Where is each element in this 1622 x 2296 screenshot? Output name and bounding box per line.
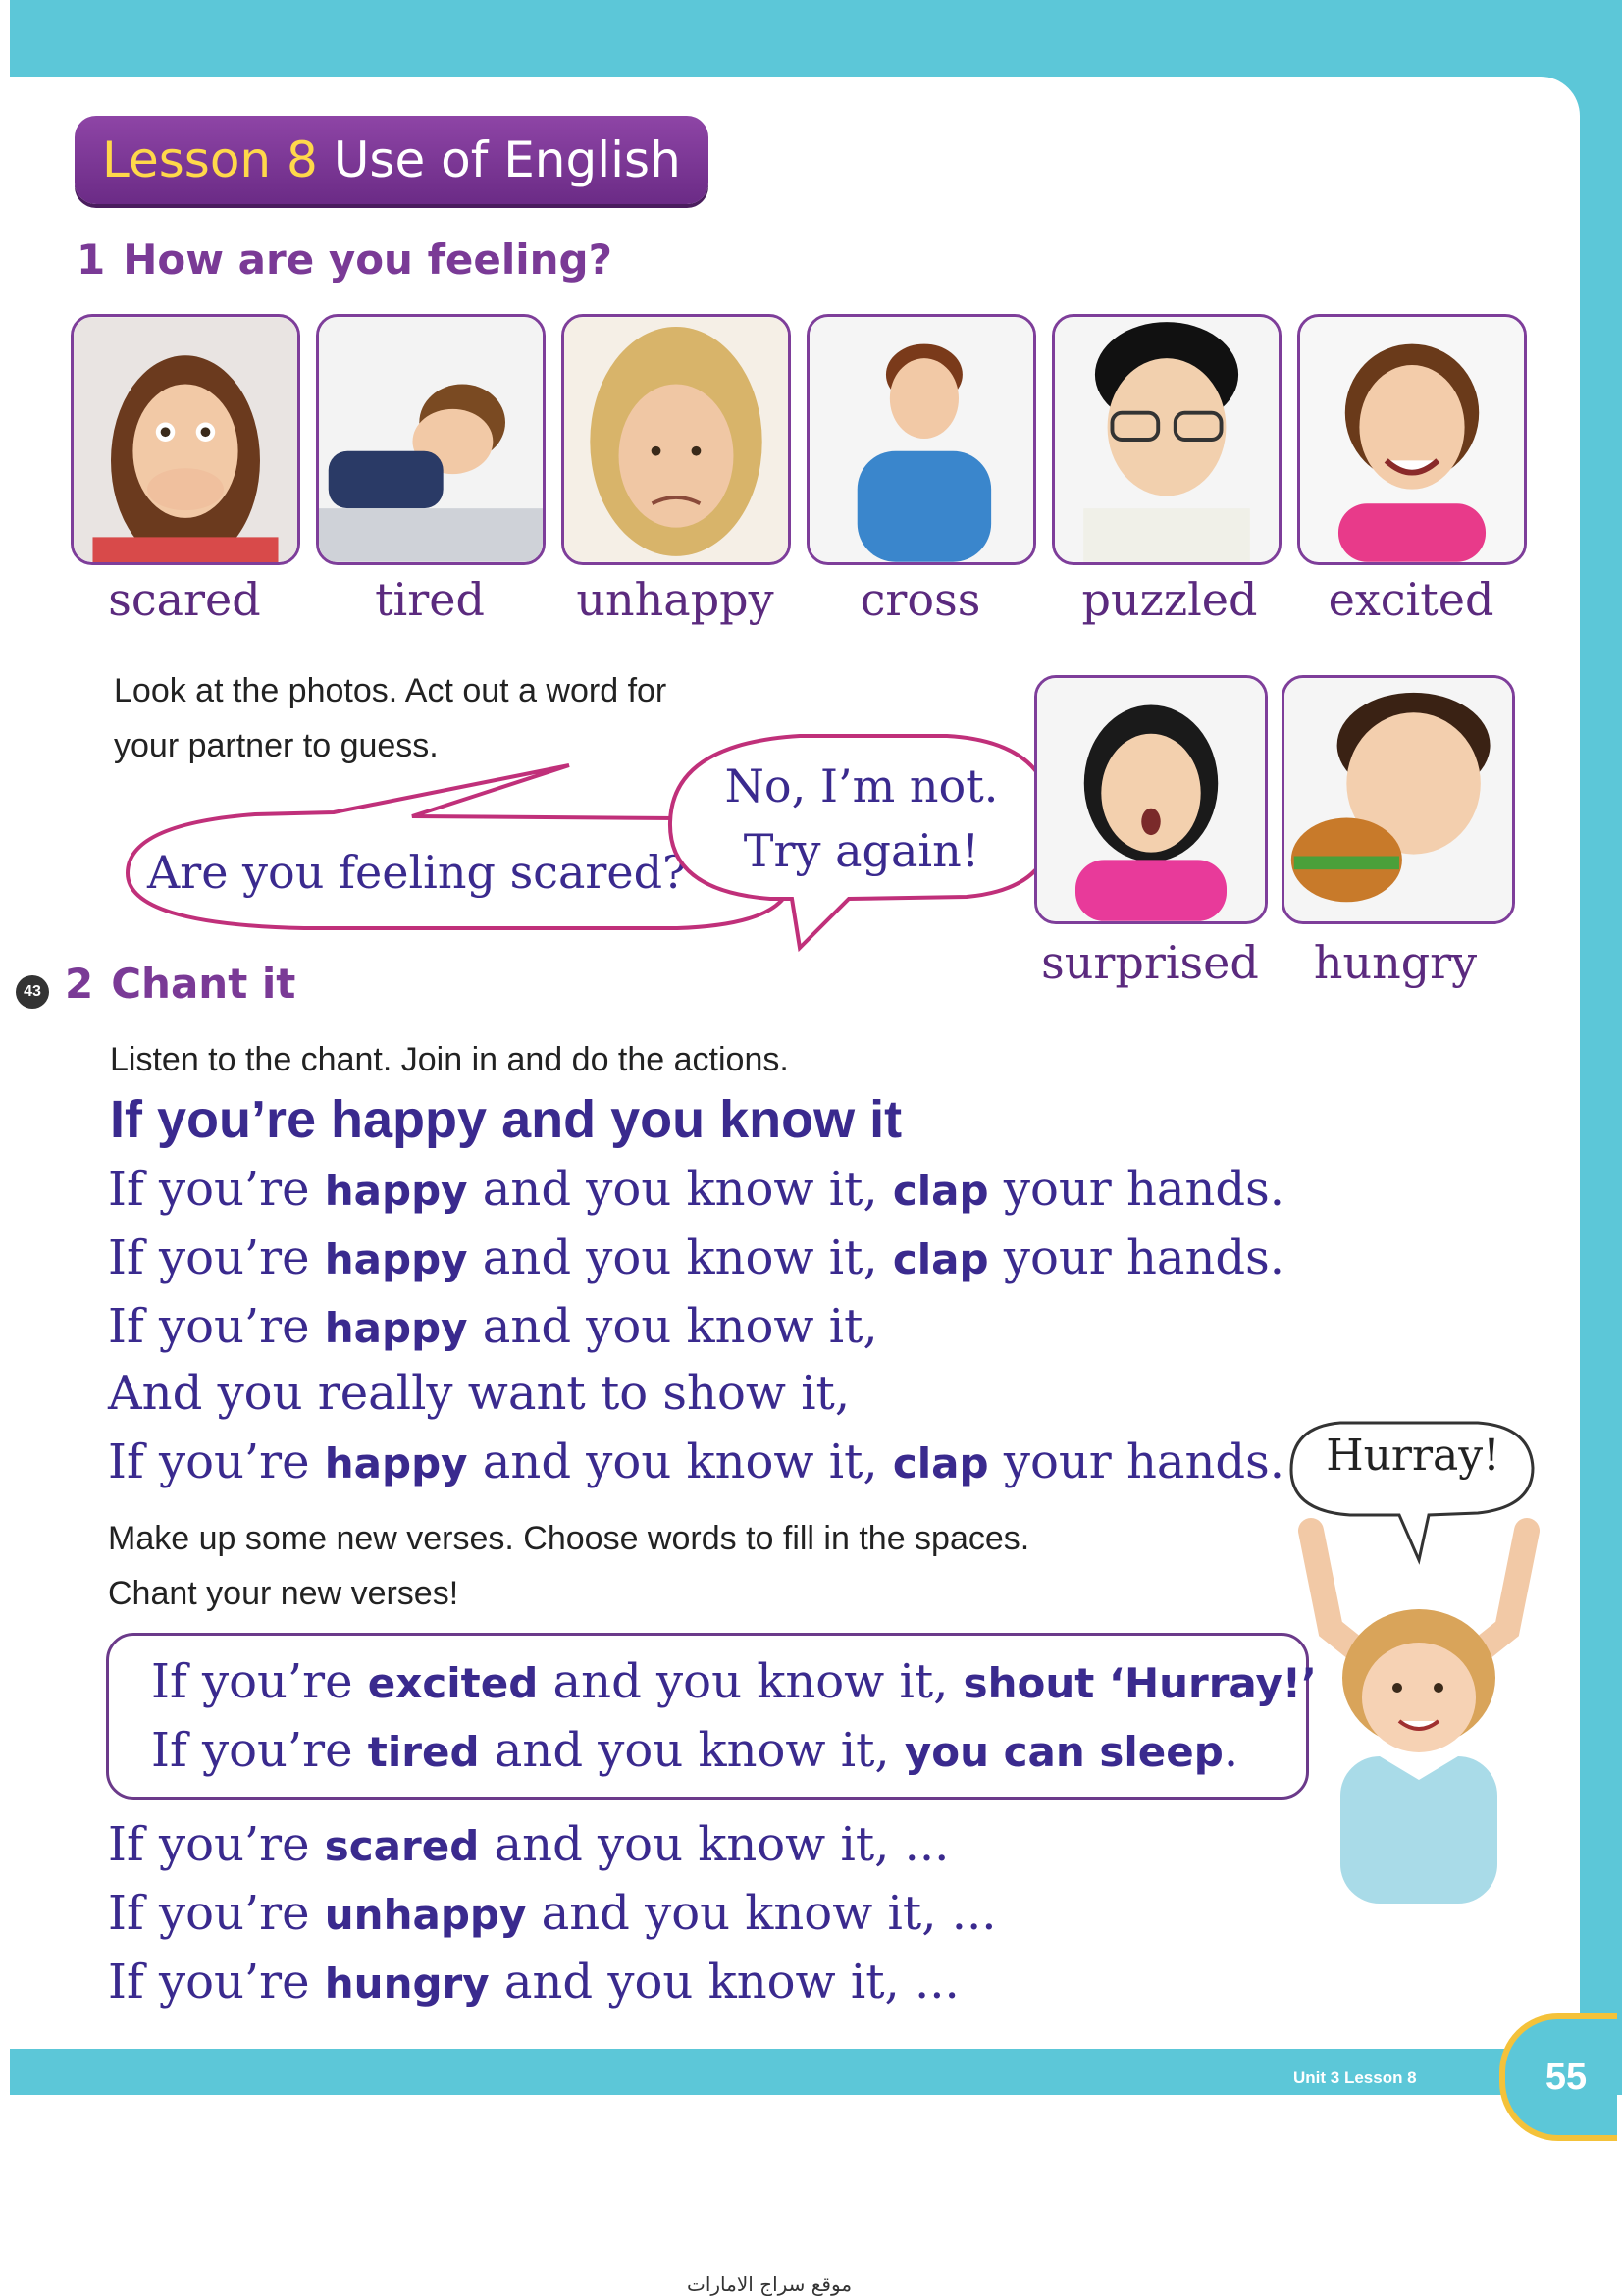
instruction-line-2: your partner to guess.	[114, 727, 439, 764]
chant-title: If you’re happy and you know it	[110, 1090, 903, 1149]
word-puzzled: puzzled	[1081, 573, 1258, 626]
bubble-question-text: Are you feeling scared?	[147, 846, 687, 899]
word-cross: cross	[860, 573, 981, 626]
hurray-text: Hurray!	[1326, 1431, 1500, 1481]
prompt-line: If you’re hungry and you know it, ...	[108, 1955, 960, 2009]
example-line: If you’re tired and you know it, you can sleep.	[151, 1723, 1239, 1778]
word-unhappy: unhappy	[576, 573, 774, 626]
section-2-heading	[65, 960, 295, 1008]
example-line: If you’re excited and you know it, shout ‘Hurray!’	[151, 1654, 1317, 1709]
bubble-answer-text	[714, 754, 1009, 883]
section-1-heading	[77, 235, 612, 284]
prompt-line: If you’re unhappy and you know it, ...	[108, 1886, 997, 1941]
section-2-instruction: Listen to the chant. Join in and do the actions.	[110, 1041, 789, 1078]
chant-line: And you really want to show it,	[108, 1366, 851, 1421]
word-tired: tired	[375, 573, 485, 626]
word-surprised: surprised	[1041, 936, 1259, 989]
section-1-number: 1	[77, 235, 106, 284]
make-up-line-1: Make up some new verses. Choose words to fill in the spaces.	[108, 1520, 1030, 1557]
chant-line: If you’re happy and you know it, clap your hands.	[108, 1435, 1285, 1489]
section-1-title: How are you feeling?	[123, 235, 612, 284]
unit-lesson-label: Unit 3 Lesson 8	[1293, 2068, 1417, 2087]
bubble-answer-line-2: Try again!	[743, 824, 980, 877]
prompt-line: If you’re scared and you know it, ...	[108, 1817, 950, 1872]
lesson-title: Use of English	[333, 131, 681, 188]
make-up-line-2: Chant your new verses!	[108, 1575, 459, 1612]
chant-line: If you’re happy and you know it, clap your hands.	[108, 1162, 1285, 1217]
puzzled-boy-photo	[1052, 314, 1282, 565]
site-watermark-text: موقع سراج الامارات	[687, 2272, 853, 2296]
surprised-girl-photo	[1034, 675, 1268, 924]
unhappy-girl-photo	[561, 314, 791, 565]
audio-track-badge[interactable]: 43	[16, 975, 49, 1009]
bubble-answer-line-1: No, I’m not.	[724, 759, 999, 812]
lesson-title-banner	[75, 116, 708, 204]
cross-boy-photo	[807, 314, 1036, 565]
section-2-title: Chant it	[111, 960, 296, 1008]
lesson-number: Lesson 8	[102, 131, 318, 188]
section-2-number: 2	[65, 960, 94, 1008]
excited-girl-photo	[1297, 314, 1527, 565]
make-up-instruction	[108, 1511, 1029, 1621]
word-excited: excited	[1328, 573, 1494, 626]
tired-boy-photo	[316, 314, 546, 565]
word-hungry: hungry	[1313, 936, 1478, 989]
hungry-boy-photo	[1282, 675, 1515, 924]
page-number-badge: 55	[1499, 2013, 1617, 2141]
word-scared: scared	[108, 573, 261, 626]
instruction-line-1: Look at the photos. Act out a word for	[114, 672, 667, 709]
scared-girl-photo	[71, 314, 300, 565]
chant-line: If you’re happy and you know it, clap your hands.	[108, 1230, 1285, 1285]
chant-line: If you’re happy and you know it,	[108, 1299, 878, 1354]
